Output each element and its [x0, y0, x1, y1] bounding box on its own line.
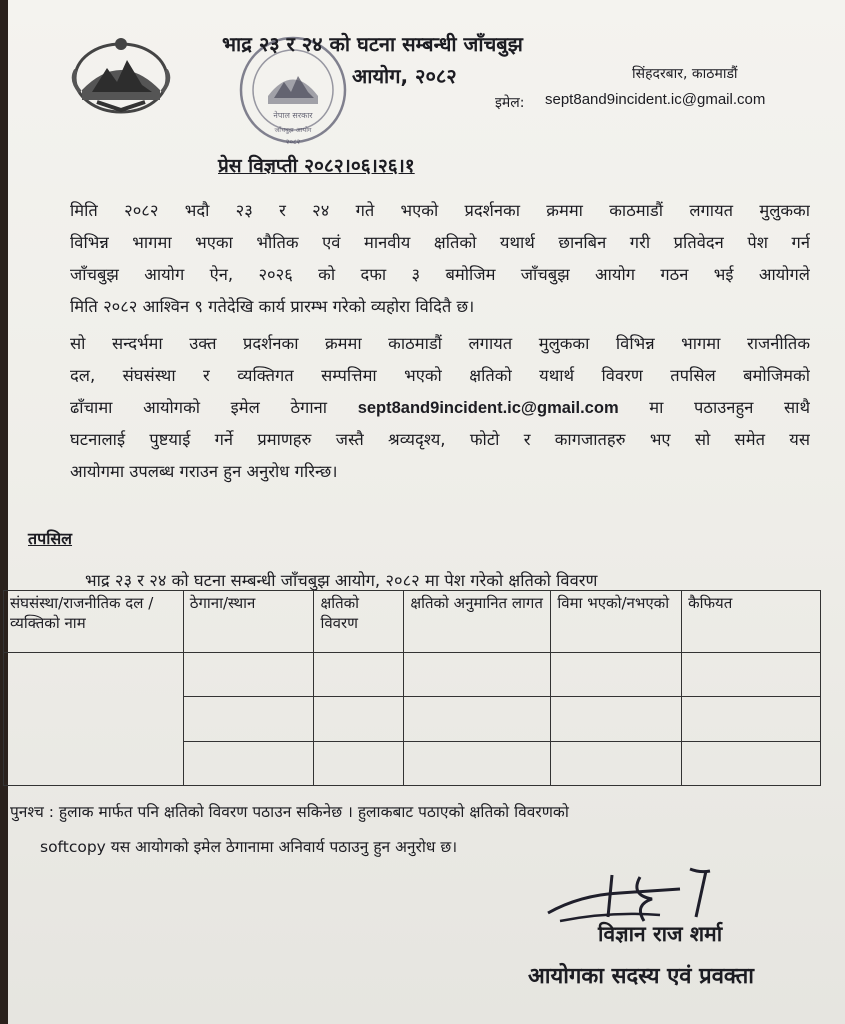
table-header-row [4, 591, 821, 653]
para1-line: मिति २०८२ आश्विन ९ गतेदेखि कार्य प्रारम्भ गरेको व्यहोरा विदितै छ। [70, 297, 475, 316]
table-cell[interactable] [183, 697, 314, 741]
postscript-line1: पुनश्च : हुलाक मार्फत पनि क्षतिको विवरण पठाउन सकिनेछ । हुलाकबाट पठाएको क्षतिको विवरणको [10, 803, 569, 821]
org-name-line2: आयोग, २०८२ [352, 64, 457, 88]
col-header-insurance: विमा भएको/नभएको [551, 591, 682, 653]
para2-text: मा पठाउनहुन साथै [649, 398, 810, 417]
table-cell[interactable] [4, 653, 184, 786]
signatory-name: विज्ञान राज शर्मा [598, 922, 723, 946]
para2-line: आयोगमा उपलब्ध गराउन हुन अनुरोध गरिन्छ। [70, 462, 338, 481]
table-cell[interactable] [551, 741, 682, 785]
damage-details-table [3, 590, 821, 786]
paragraph-2 [70, 328, 810, 488]
table-cell[interactable] [183, 653, 314, 697]
postscript-line2: softcopy यस आयोगको इमेल ठेगानामा अनिवार्य पठाउनु हुन अनुरोध छ। [40, 838, 458, 856]
svg-text:नेपाल सरकार: नेपाल सरकार [273, 111, 313, 120]
location-text: सिंहदरबार, काठमाडौं [632, 66, 738, 82]
body-email-link[interactable]: sept8and9incident.ic@gmail.com [357, 399, 619, 417]
table-cell[interactable] [404, 653, 551, 697]
paragraph-1 [70, 195, 810, 323]
nepal-emblem-icon [62, 30, 180, 120]
table-cell[interactable] [314, 741, 404, 785]
para2-text: ढाँचामा आयोगको इमेल ठेगाना [70, 398, 328, 417]
table-cell[interactable] [314, 653, 404, 697]
press-release-title: प्रेस विज्ञप्ती २०८२।०६।२६।१ [218, 155, 415, 177]
table-cell[interactable] [404, 741, 551, 785]
col-header-damage-detail: क्षतिको विवरण [314, 591, 404, 653]
email-label: इमेल: [495, 95, 525, 111]
signatory-role: आयोगका सदस्य एवं प्रवक्ता [528, 964, 754, 989]
para2-line: सो सन्दर्भमा उक्त प्रदर्शनका क्रममा काठमाडौं लगायत मुलुकका विभिन्न भागमा राजनीतिक [70, 334, 810, 353]
tapasil-heading: तपसिल [28, 529, 73, 548]
header-email: sept8and9incident.ic@gmail.com [545, 91, 766, 108]
table-cell[interactable] [183, 741, 314, 785]
table-cell[interactable] [314, 697, 404, 741]
table-row [4, 653, 821, 697]
table-cell[interactable] [682, 741, 821, 785]
col-header-estimated-cost: क्षतिको अनुमानित लागत [404, 591, 551, 653]
svg-text:जाँचबुझ आयोग: जाँचबुझ आयोग [274, 126, 312, 134]
para2-line-with-email [70, 392, 810, 424]
para1-line: जाँचबुझ आयोग ऐन, २०२६ को दफा ३ बमोजिम जाँचबुझ आयोग गठन भई आयोगले [70, 265, 810, 284]
table-cell[interactable] [682, 697, 821, 741]
para1-line: विभिन्न भागमा भएका भौतिक एवं मानवीय क्षतिको यथार्थ छानबिन गरी प्रतिवेदन पेश गर्न [70, 233, 810, 252]
para1-line: मिति २०८२ भदौ २३ र २४ गते भएको प्रदर्शनका क्रममा काठमाडौं लगायत मुलुकका [70, 201, 810, 220]
svg-text:२०८२: २०८२ [285, 138, 301, 146]
col-header-remarks: कैफियत [682, 591, 821, 653]
table-cell[interactable] [682, 653, 821, 697]
col-header-name: संघसंस्था/राजनीतिक दल /व्यक्तिको नाम [4, 591, 184, 653]
table-caption: भाद्र २३ र २४ को घटना सम्बन्धी जाँचबुझ आयोग, २०८२ मा पेश गरेको क्षतिको विवरण [85, 571, 598, 590]
table-cell[interactable] [551, 653, 682, 697]
org-name-line1: भाद्र २३ र २४ को घटना सम्बन्धी जाँचबुझ [222, 32, 523, 56]
col-header-location: ठेगाना/स्थान [183, 591, 314, 653]
para2-line: घटनालाई पुष्टयाई गर्ने प्रमाणहरु जस्तै श्रव्यदृश्य, फोटो र कागजातहरु भए सो समेत यस [70, 430, 810, 449]
table-cell[interactable] [551, 697, 682, 741]
table-cell[interactable] [404, 697, 551, 741]
para2-line: दल, संघसंस्था र व्यक्तिगत सम्पत्तिमा भएको क्षतिको यथार्थ विवरण तपसिल बमोजिमको [70, 366, 810, 385]
